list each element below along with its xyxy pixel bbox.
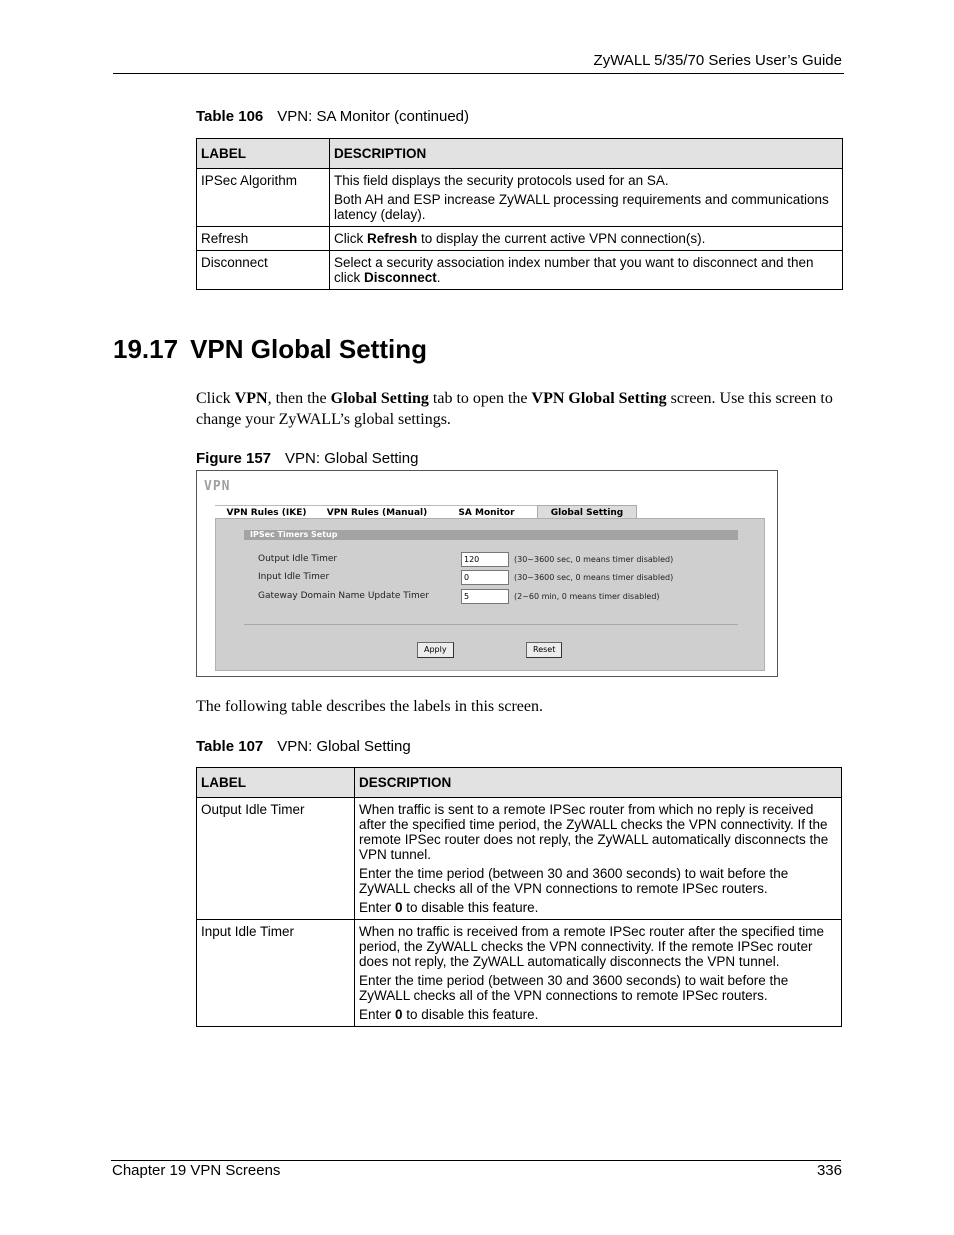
tab-bar — [215, 505, 637, 519]
description-paragraph: This field displays the security protocols used for an SA. — [334, 173, 669, 188]
row-label: Disconnect — [197, 251, 330, 290]
description-text: to display the current active VPN connection(s). — [417, 231, 706, 246]
column-header-description: DESCRIPTION — [330, 139, 843, 169]
running-header: ZyWALL 5/35/70 Series User’s Guide — [593, 52, 842, 69]
tab-vpn-rules-ike[interactable]: VPN Rules (IKE) — [215, 505, 318, 519]
section-number: 19.17 — [113, 334, 179, 364]
footer-chapter: Chapter 19 VPN Screens — [112, 1162, 281, 1179]
field-hint: (2~60 min, 0 means timer disabled) — [514, 592, 660, 601]
row-description — [330, 169, 843, 227]
description-bold: 0 — [395, 900, 403, 915]
table-106-caption-label: Table 106 — [196, 108, 264, 125]
intro-bold: VPN Global Setting — [531, 390, 667, 407]
description-bold: Refresh — [367, 231, 418, 246]
row-description — [355, 798, 842, 920]
intro-text: screen. Use this screen to change your ZyWALL’s global settings. — [196, 390, 833, 428]
intro-text: tab to open the — [428, 390, 532, 407]
description-bold: Disconnect — [364, 270, 437, 285]
table-107-caption-text: VPN: Global Setting — [277, 738, 411, 755]
figure-157-caption — [196, 450, 418, 467]
figure-screenshot — [196, 470, 778, 677]
section-title — [113, 334, 427, 365]
input-idle-timer-input[interactable] — [461, 570, 509, 585]
table-106-caption-text: VPN: SA Monitor (continued) — [277, 108, 470, 125]
field-label: Output Idle Timer — [258, 554, 338, 564]
row-label: Output Idle Timer — [197, 798, 355, 920]
tab-global-setting[interactable]: Global Setting — [537, 505, 637, 519]
column-header-description: DESCRIPTION — [355, 768, 842, 798]
description-text: Select a security association index number that you want to disconnect and then click — [334, 255, 814, 285]
table-107 — [196, 767, 842, 1027]
apply-button[interactable]: Apply — [417, 642, 454, 658]
table-106-caption — [196, 108, 469, 125]
description-text: Enter — [359, 1007, 396, 1022]
header-rule — [113, 73, 844, 74]
settings-panel — [215, 518, 765, 671]
field-label: Input Idle Timer — [258, 572, 330, 582]
description-text: . — [436, 270, 441, 285]
description-text: to disable this feature. — [402, 900, 539, 915]
field-hint: (30~3600 sec, 0 means timer disabled) — [514, 555, 674, 564]
figure-caption-text: VPN: Global Setting — [285, 450, 419, 467]
description-paragraph: When traffic is sent to a remote IPSec router from which no reply is received after the specified time period, the ZyWALL checks the VPN connectivity. If the remote IPSec router does not reply, the ZyWALL automatically disconnects the VPN tunnel. — [359, 802, 829, 862]
page-number: 336 — [816, 1162, 842, 1179]
table-106 — [196, 138, 843, 290]
table-107-caption-label: Table 107 — [196, 738, 264, 755]
intro-paragraph — [196, 388, 836, 430]
output-idle-timer-input[interactable] — [461, 552, 509, 567]
column-header-label: LABEL — [197, 768, 355, 798]
intro-bold: VPN — [234, 390, 268, 407]
vpn-logo: VPN — [204, 479, 231, 494]
row-description — [355, 920, 842, 1027]
row-label: Input Idle Timer — [197, 920, 355, 1027]
panel-title: IPSec Timers Setup — [244, 530, 738, 540]
table-row — [197, 169, 843, 227]
panel-divider — [244, 624, 738, 625]
row-label: Refresh — [197, 227, 330, 251]
description-text: Enter — [359, 900, 396, 915]
table-row — [197, 251, 843, 290]
column-header-label: LABEL — [197, 139, 330, 169]
table-header-row — [197, 768, 842, 798]
field-label: Gateway Domain Name Update Timer — [258, 591, 429, 601]
row-description — [330, 251, 843, 290]
tab-vpn-rules-manual[interactable]: VPN Rules (Manual) — [318, 505, 436, 519]
tab-sa-monitor[interactable]: SA Monitor — [436, 505, 537, 519]
intro-text: , then the — [267, 390, 331, 407]
following-text: The following table describes the labels in this screen. — [196, 698, 544, 715]
table-header-row — [197, 139, 843, 169]
description-text: Click — [334, 231, 367, 246]
row-label: IPSec Algorithm — [197, 169, 330, 227]
section-heading: VPN Global Setting — [190, 334, 427, 364]
field-hint: (30~3600 sec, 0 means timer disabled) — [514, 573, 674, 582]
description-bold: 0 — [395, 1007, 403, 1022]
gateway-domain-timer-input[interactable] — [461, 589, 509, 604]
description-paragraph — [359, 1007, 836, 1022]
description-paragraph: Both AH and ESP increase ZyWALL processing requirements and communications latency (delay). — [334, 192, 829, 222]
table-row — [197, 798, 842, 920]
description-paragraph: When no traffic is received from a remote IPSec router after the specified time period, the ZyWALL checks the VPN connectivity. If the remote IPSec router does not reply, the ZyWALL automatically disconnects the VPN tunnel. — [359, 924, 824, 969]
intro-text: Click — [196, 390, 235, 407]
intro-bold: Global Setting — [330, 390, 429, 407]
table-107-caption — [196, 738, 411, 755]
description-paragraph: Enter the time period (between 30 and 3600 seconds) to wait before the ZyWALL checks all of the VPN connections to remote IPSec routers. — [359, 973, 789, 1003]
row-description — [330, 227, 843, 251]
table-row — [197, 920, 842, 1027]
description-text: to disable this feature. — [402, 1007, 539, 1022]
reset-button[interactable]: Reset — [526, 642, 562, 658]
table-row — [197, 227, 843, 251]
description-paragraph — [359, 900, 836, 915]
description-paragraph: Enter the time period (between 30 and 3600 seconds) to wait before the ZyWALL checks all of the VPN connections to remote IPSec routers. — [359, 866, 789, 896]
footer-rule — [111, 1160, 841, 1161]
figure-caption-label: Figure 157 — [196, 450, 272, 467]
